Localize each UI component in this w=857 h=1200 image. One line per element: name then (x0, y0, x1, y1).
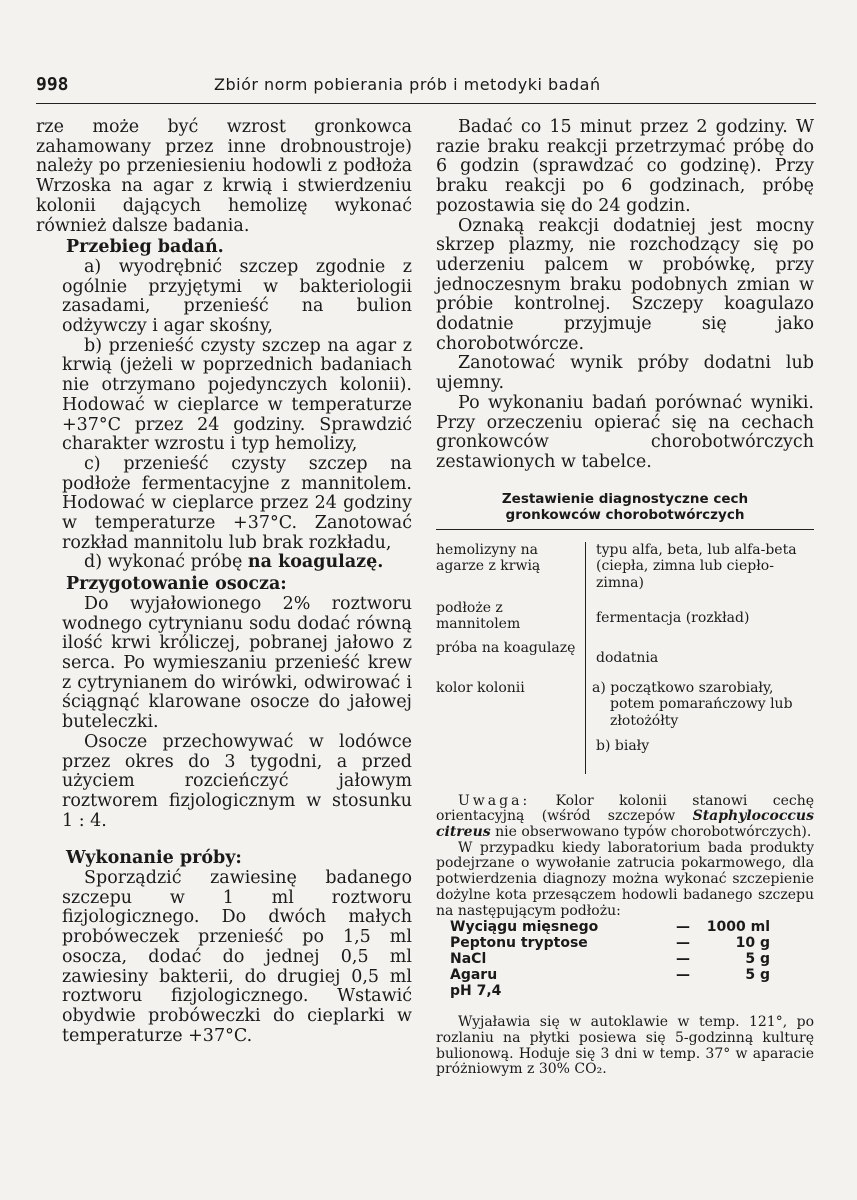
page-header (36, 74, 826, 100)
step-d-text: d) wykonać próbę (84, 552, 243, 573)
right-paragraph-1: Badać co 15 minut przez 2 godziny. W razie braku reakcji przetrzymać próbę do 6 godzin (sprawdzać co godzinę). Przy braku reakcji po 6 godzinach, próbę pozostawia się do 24 godzin. (436, 117, 814, 216)
table-cell-coagulase: próba na koagulazę (436, 639, 576, 656)
table-caption-line-2: gronkowców chorobotwórczych (505, 506, 745, 523)
step-d-bold: na koagulazę. (247, 552, 384, 573)
table-cell-colony-colour-b: b) biały (596, 737, 650, 754)
ingredient-amount: 10 g (735, 935, 770, 952)
final-note: Wyjaławia się w autoklawie w temp. 121°, po rozlaniu na płytki posiewa się 5-godzinną kulturę bulionową. Hoduje się 3 dni w temp. 37° w aparacie próżniowym z 30% CO₂. (436, 1014, 814, 1078)
ingredient-row (436, 983, 814, 999)
ingredient-amount: 5 g (745, 967, 770, 984)
ingredient-name: Wyciągu mięsnego (450, 919, 599, 936)
ingredient-row (436, 935, 814, 951)
note-species: Staphylococcus citreus (436, 808, 814, 841)
table-cell-colony-colour: kolor kolonii (436, 679, 525, 696)
note-paragraph-2: W przypadku kiedy laboratorium bada produkty podejrzane o wywołanie zatrucia pokarmowego, dla potwierdzenia diagnozy można wykonać szczepienie dożylne kota przesączem hodowli badanego szczepu na następującym podłożu: (436, 839, 814, 919)
note-label: Uwaga: (458, 792, 531, 809)
course-heading: Przebieg badań. (66, 237, 224, 258)
plasma-paragraph-2: Osocze przechowywać w lodówce przez okres do 3 tygodni, a przed użyciem rozcieńczyć jałowym roztworem fizjologicznym w stosunku 1 : 4. (62, 731, 412, 831)
table-top-rule (436, 529, 814, 530)
ingredient-dash: — (676, 919, 690, 936)
ingredient-amount: 5 g (745, 951, 770, 968)
right-paragraph-3: Zanotować wynik próby dodatni lub ujemny. (436, 353, 814, 394)
diagnostic-table (436, 542, 814, 782)
test-paragraph-1: Sporządzić zawiesinę badanego szczepu w 1 ml roztworu fizjologicznego. Do dwóch małych probóweczek przenieść po 1,5 ml osocza, dodać do jednej 0,5 ml zawiesiny bakterii, do drugiej 0,5 ml roztworu fizjologicznego. Wstawić obydwie probóweczki do cieplarki w temperaturze +37°C. (62, 868, 412, 1046)
left-column (36, 117, 412, 1046)
table-cell-mannitol-value: fermentacja (rozkład) (596, 609, 750, 626)
note-text-2: nie obserwowano typów chorobotwórczych). (495, 824, 812, 841)
ingredient-list (436, 919, 814, 1015)
right-paragraph-4: Po wykonaniu badań porównać wyniki. Przy orzeczeniu opierać się na cechach gronkowców chorobotwórczych zestawionych w tabelce. (436, 392, 814, 472)
ingredient-name: Peptonu tryptose (450, 935, 588, 952)
table-divider (585, 542, 586, 774)
table-cell-hemolysins: hemolizyny na agarze z krwią (436, 541, 541, 575)
step-a: a) wyodrębnić szczep zgodnie z ogólnie przyjętymi w bakteriologii zasadami, przenieść na bulion odżywczy i agar skośny, (62, 256, 412, 337)
ingredient-name: pH 7,4 (450, 983, 502, 1000)
step-d (62, 553, 412, 573)
note-text-1: Kolor kolonii stanowi cechę orientacyjną (wśród szczepów (436, 792, 814, 825)
page-number: 998 (36, 74, 69, 95)
step-b: b) przenieść czysty szczep na agar z krwią (jeżeli w poprzednich badaniach nie otrzymano pojedynczych kolonii). Hodować w cieplarce w temperaturze +37°C przez 24 godziny. Sprawdzić charakter wzrostu i typ hemolizy, (62, 335, 412, 455)
table-cell-hemolysins-value: typu alfa, beta, lub alfa-beta (ciepła, zimna lub ciepło-zimna) (596, 541, 797, 591)
running-title: Zbiór norm pobierania prób i metodyki badań (214, 75, 601, 94)
plasma-heading: Przygotowanie osocza: (66, 574, 287, 595)
ingredient-name: Agaru (450, 967, 498, 984)
note-paragraph (436, 794, 814, 841)
table-cell-colony-colour-a: a) początkowo szarobiały, potem pomarańczowy lub złotożółty (592, 679, 793, 729)
ingredient-dash: — (676, 967, 690, 984)
right-paragraph-2: Oznaką reakcji dodatniej jest mocny skrzep plazmy, nie rozchodzący się po uderzeniu palcem w probówkę, przy jednoczesnym braku podobnych zmian w próbie kontrolnej. Szczepy koagulazo dodatnie przyjmuje się jako chorobotwórcze. (436, 215, 814, 354)
ingredient-dash: — (676, 935, 690, 952)
ingredient-name: NaCl (450, 951, 487, 968)
table-caption (436, 491, 814, 523)
intro-paragraph: rze może być wzrost gronkowca zahamowany przez inne drobnoustroje) należy po przeniesieniu hodowli z podłoża Wrzoska na agar z krwią i stwierdzeniu kolonii dających hemolizę wykonać również dalsze badania. (36, 117, 412, 236)
test-heading: Wykonanie próby: (66, 848, 242, 869)
table-cell-mannitol: podłoże z mannitolem (436, 599, 521, 633)
ingredient-amount: 1000 ml (706, 919, 770, 936)
ingredient-dash: — (676, 951, 690, 968)
step-c: c) przenieść czysty szczep na podłoże fermentacyjne z mannitolem. Hodować w cieplarce przez 24 godziny w temperaturze +37°C. Zanotować rozkład mannitolu lub brak rozkładu, (62, 453, 412, 553)
table-caption-line-1: Zestawienie diagnostyczne cech (501, 490, 749, 507)
ingredient-row (436, 951, 814, 967)
table-cell-coagulase-value: dodatnia (596, 649, 659, 666)
ingredient-row (436, 919, 814, 935)
header-rule (36, 103, 816, 104)
right-column (436, 118, 814, 1078)
plasma-paragraph-1: Do wyjałowionego 2% roztworu wodnego cytrynianu sodu dodać równą ilość krwi króliczej, pobranej jałowo z serca. Po wymieszaniu przenieść krew z cytrynianem do wirówki, odwirować i ściągnąć klarowane osocze do jałowej buteleczki. (62, 593, 412, 733)
ingredient-row (436, 967, 814, 983)
